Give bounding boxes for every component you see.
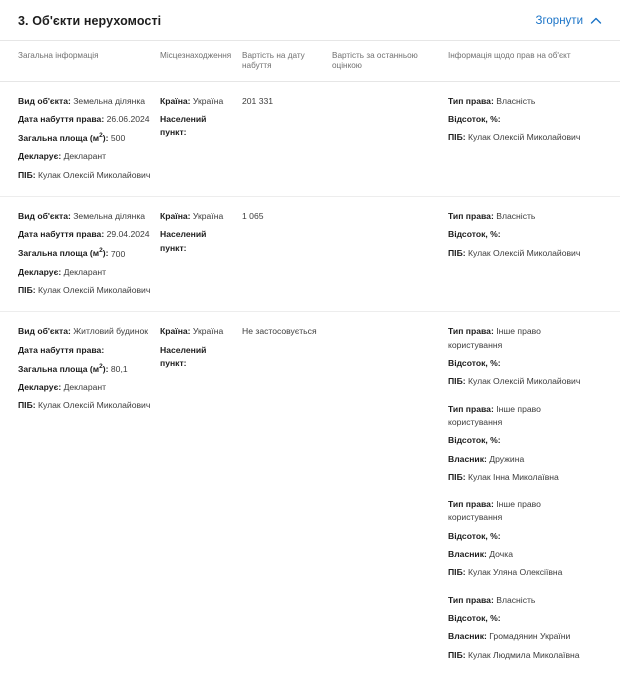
- cell-rights-info: [448, 325, 602, 662]
- field-percent: [448, 530, 594, 543]
- label-acquisition-date: Дата набуття права:: [18, 344, 105, 355]
- label-owner: Власник:: [448, 453, 487, 464]
- field-right-holder-name: [448, 566, 594, 579]
- field-right-holder-name: [448, 375, 594, 388]
- cell-general-info: [18, 325, 160, 412]
- field-owner: [448, 630, 594, 643]
- page-title: 3. Об'єкти нерухомості: [18, 14, 162, 28]
- label-owner: Власник:: [448, 631, 487, 642]
- value-owner: Дружина: [489, 453, 525, 464]
- label-acquisition-date: Дата набуття права:: [18, 229, 105, 240]
- rights-group: [448, 325, 594, 388]
- field-acquisition-date: [18, 113, 152, 126]
- field-full-name: [18, 399, 152, 412]
- column-header-value-latest: Вартість за останньою оцінкою: [332, 51, 418, 71]
- field-right-holder-name: [448, 649, 594, 662]
- cell-location: [160, 95, 242, 140]
- table-row: [0, 82, 620, 197]
- value-total-area: 500: [110, 132, 126, 143]
- field-object-type: [18, 325, 152, 338]
- field-total-area: [18, 131, 152, 145]
- property-table: [0, 41, 620, 676]
- value-full-name: Кулак Олексій Миколайович: [38, 285, 151, 296]
- label-country: Країна:: [160, 210, 191, 221]
- label-right-holder-name: ПІБ:: [448, 247, 466, 258]
- field-object-type: [18, 95, 152, 108]
- column-header-general-info: Загальна інформація: [18, 51, 99, 60]
- label-declarant-role: Декларує:: [18, 382, 62, 393]
- value-right-type: Інше право користування: [448, 403, 541, 427]
- label-settlement: Населений пункт:: [160, 113, 207, 138]
- label-object-type: Вид об'єкта:: [18, 210, 71, 221]
- value-right-holder-name: Кулак Уляна Олексіївна: [468, 567, 563, 578]
- field-percent: [448, 113, 594, 126]
- label-right-type: Тип права:: [448, 95, 494, 106]
- cell-value-acquisition: [242, 325, 332, 338]
- field-right-type: [448, 325, 594, 352]
- label-settlement: Населений пункт:: [160, 229, 207, 253]
- value-country: Україна: [192, 95, 224, 106]
- label-total-area-text: Загальна площа (м: [18, 248, 100, 259]
- field-settlement: [160, 228, 234, 255]
- cell-rights-info: [448, 95, 602, 145]
- field-right-type: [448, 594, 594, 607]
- value-right-type: Власність: [496, 210, 536, 221]
- field-country: [160, 95, 234, 108]
- label-percent: Відсоток, %:: [448, 435, 501, 446]
- value-country: Україна: [192, 326, 224, 337]
- value-acquisition-date: 29.04.2024: [106, 229, 150, 240]
- field-full-name: [18, 169, 152, 182]
- rights-group: [448, 95, 594, 145]
- value-full-name: Кулак Олексій Миколайович: [38, 400, 151, 411]
- collapse-button[interactable]: [536, 15, 602, 27]
- label-total-area-end: ):: [102, 132, 109, 143]
- label-total-area-end: ):: [102, 363, 109, 374]
- label-country: Країна:: [160, 326, 191, 337]
- field-percent: [448, 612, 594, 625]
- section-header: [0, 0, 620, 41]
- field-total-area: [18, 247, 152, 261]
- value-acquisition-date: 26.06.2024: [106, 113, 150, 124]
- value-owner: Громадянин України: [489, 631, 571, 642]
- table-row: [0, 312, 620, 676]
- cell-location: [160, 325, 242, 370]
- rights-group: [448, 210, 594, 260]
- field-settlement: [160, 113, 234, 140]
- field-declarant-role: [18, 266, 152, 279]
- value-full-name: Кулак Олексій Миколайович: [38, 169, 151, 180]
- label-right-type: Тип права:: [448, 594, 494, 605]
- field-percent: [448, 228, 594, 241]
- label-full-name: ПІБ:: [18, 285, 36, 296]
- label-object-type: Вид об'єкта:: [18, 95, 71, 106]
- column-header-location: Місцезнаходження: [160, 51, 232, 60]
- value-right-holder-name: Кулак Людмила Миколаївна: [468, 649, 580, 660]
- field-country: [160, 325, 234, 338]
- label-total-area: [18, 364, 109, 374]
- label-declarant-role: Декларує:: [18, 266, 62, 277]
- label-owner: Власник:: [448, 549, 487, 560]
- column-header-value-acquisition: Вартість на дату набуття: [242, 51, 305, 71]
- chevron-up-icon: [590, 15, 602, 27]
- label-total-area-sup: 2: [99, 247, 103, 255]
- label-right-type: Тип права:: [448, 499, 494, 510]
- field-owner: [448, 453, 594, 466]
- field-declarant-role: [18, 150, 152, 163]
- field-right-holder-name: [448, 131, 594, 144]
- field-right-type: [448, 498, 594, 525]
- value-declarant-role: Декларант: [63, 382, 107, 393]
- label-right-type: Тип права:: [448, 326, 494, 337]
- rights-group: [448, 594, 594, 662]
- field-right-holder-name: [448, 247, 594, 260]
- label-right-holder-name: ПІБ:: [448, 649, 466, 660]
- value-right-type: Власність: [496, 95, 536, 106]
- label-full-name: ПІБ:: [18, 400, 36, 411]
- label-declarant-role: Декларує:: [18, 151, 62, 162]
- label-right-type: Тип права:: [448, 210, 494, 221]
- label-right-holder-name: ПІБ:: [448, 376, 466, 387]
- value-right-holder-name: Кулак Олексій Миколайович: [468, 247, 581, 258]
- label-percent: Відсоток, %:: [448, 113, 501, 124]
- value-right-holder-name: Кулак Інна Миколаївна: [468, 471, 559, 482]
- label-right-holder-name: ПІБ:: [448, 567, 466, 578]
- value-total-area: 80,1: [110, 363, 128, 374]
- value-right-type: Інше право користування: [448, 326, 541, 350]
- field-right-holder-name: [448, 471, 594, 484]
- label-right-type: Тип права:: [448, 403, 494, 414]
- value-acquisition-amount: 1 065: [242, 210, 264, 221]
- value-declarant-role: Декларант: [63, 151, 107, 162]
- label-country: Країна:: [160, 95, 191, 106]
- value-object-type: Земельна ділянка: [73, 95, 146, 106]
- field-right-type: [448, 210, 594, 223]
- cell-general-info: [18, 210, 160, 297]
- value-acquisition-amount: Не застосовується: [242, 326, 317, 337]
- label-total-area: [18, 248, 109, 258]
- cell-rights-info: [448, 210, 602, 260]
- label-settlement: Населений пункт:: [160, 344, 207, 368]
- label-percent: Відсоток, %:: [448, 613, 501, 624]
- value-object-type: Земельна ділянка: [73, 210, 146, 221]
- column-header-rights-info: Інформація щодо прав на об'єкт: [448, 51, 571, 60]
- cell-value-acquisition: [242, 210, 332, 223]
- value-declarant-role: Декларант: [63, 266, 107, 277]
- field-declarant-role: [18, 381, 152, 394]
- value-right-type: Власність: [496, 594, 536, 605]
- label-total-area-text: Загальна площа (м: [18, 132, 100, 143]
- value-acquisition-amount: 201 331: [242, 95, 274, 106]
- label-percent: Відсоток, %:: [448, 357, 501, 368]
- field-settlement: [160, 344, 234, 371]
- label-right-holder-name: ПІБ:: [448, 132, 466, 143]
- label-acquisition-date: Дата набуття права:: [18, 113, 105, 124]
- field-acquisition-date: [18, 344, 152, 357]
- field-full-name: [18, 284, 152, 297]
- label-full-name: ПІБ:: [18, 169, 36, 180]
- value-owner: Дочка: [489, 549, 513, 560]
- field-owner: [448, 548, 594, 561]
- cell-value-acquisition: [242, 95, 332, 108]
- field-country: [160, 210, 234, 223]
- value-right-type: Інше право користування: [448, 499, 541, 523]
- field-right-type: [448, 403, 594, 430]
- rights-group: [448, 498, 594, 580]
- rights-group: [448, 403, 594, 485]
- label-percent: Відсоток, %:: [448, 229, 501, 240]
- value-right-holder-name: Кулак Олексій Миколайович: [468, 132, 581, 143]
- table-row: [0, 197, 620, 312]
- label-total-area-sup: 2: [99, 362, 103, 370]
- value-total-area: 700: [110, 248, 126, 259]
- field-total-area: [18, 362, 152, 376]
- label-total-area: [18, 133, 109, 143]
- label-object-type: Вид об'єкта:: [18, 326, 71, 337]
- field-percent: [448, 357, 594, 370]
- label-percent: Відсоток, %:: [448, 530, 501, 541]
- field-percent: [448, 434, 594, 447]
- field-right-type: [448, 95, 594, 108]
- field-acquisition-date: [18, 228, 152, 241]
- value-right-holder-name: Кулак Олексій Миколайович: [468, 376, 581, 387]
- field-object-type: [18, 210, 152, 223]
- label-right-holder-name: ПІБ:: [448, 471, 466, 482]
- value-country: Україна: [192, 210, 224, 221]
- table-header-row: [0, 41, 620, 82]
- label-total-area-end: ):: [102, 248, 109, 259]
- cell-general-info: [18, 95, 160, 182]
- collapse-label: Згорнути: [535, 15, 583, 27]
- label-total-area-sup: 2: [99, 132, 103, 140]
- cell-location: [160, 210, 242, 255]
- value-object-type: Житловий будинок: [73, 326, 149, 337]
- label-total-area-text: Загальна площа (м: [18, 363, 100, 374]
